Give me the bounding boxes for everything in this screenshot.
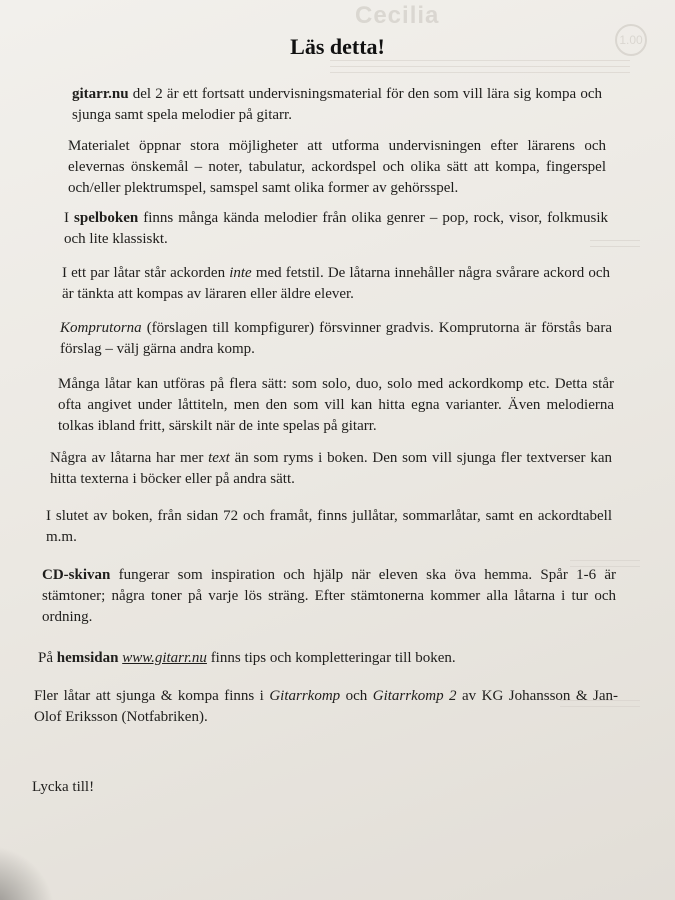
paragraph-text: del 2 är ett fortsatt undervisningsmaterial för den som vill lära sig kompa och sjunga samt spela melodier på gitarr.: [72, 86, 602, 123]
finger-shadow: [0, 840, 60, 900]
paragraph-text: I: [64, 210, 75, 226]
gitarrkomp2-title: Gitarrkomp 2: [372, 688, 457, 704]
paragraph-text: och: [340, 688, 373, 704]
paragraph-text: än som ryms i boken. Den som vill sjunga fler textverser kan hitta texterna i böcker eller på andra sätt.: [50, 450, 612, 487]
paragraph-intro: [72, 84, 602, 126]
cd-skivan-term: CD-skivan: [42, 567, 111, 583]
gitarrkomp-title: Gitarrkomp: [269, 688, 341, 704]
paragraph-text: Några av låtarna har mer: [50, 450, 209, 466]
paragraph-fler-latar: [34, 686, 618, 728]
paragraph-komprutorna: [60, 318, 612, 360]
bleed-staff-line: [330, 66, 630, 67]
website-link[interactable]: www.gitarr.nu: [122, 650, 207, 666]
paragraph-text: (förslagen till kompfigurer) försvinner gradvis. Komprutorna är förstås bara förslag – välj gärna andra komp.: [60, 320, 612, 357]
text-emphasis: text: [208, 450, 230, 466]
brand-name: gitarr.nu: [72, 86, 129, 102]
spelboken-term: spelboken: [74, 210, 139, 226]
bleed-staff-line: [330, 60, 630, 61]
paragraph-ackorden: [62, 263, 610, 305]
paragraph-text: fungerar som inspiration och hjälp när eleven ska öva hemma. Spår 1-6 är stämtoner; några toner på varje lös sträng. Efter stämtonerna kommer alla låtarna i tur och ordning.: [42, 567, 616, 625]
bleed-through-heading: Cecilia: [355, 2, 440, 29]
paragraph-hemsidan: [38, 648, 618, 669]
bleed-through-page-number: 1.00: [615, 24, 647, 56]
paragraph-text-verses: [50, 448, 612, 490]
bleed-staff-line: [570, 560, 640, 561]
paragraph-text: Materialet öppnar stora möjligheter att utforma undervisningen efter lärarens och elevernas önskemål – noter, tabulatur, ackordspel och olika sätt att kompa, fingerspel och/eller plektrumspel, samspel samt olika former av gehörsspel.: [68, 138, 606, 196]
hemsidan-term: hemsidan: [56, 650, 119, 666]
paragraph-spelboken: [64, 208, 608, 250]
inte-emphasis: inte: [229, 265, 252, 281]
closing-greeting: Lycka till!: [32, 779, 95, 795]
paragraph-cd: [42, 565, 616, 628]
paragraph-text: I ett par låtar står ackorden: [62, 265, 230, 281]
paragraph-text: finns många kända melodier från olika genrer – pop, rock, visor, folkmusik och lite klassiskt.: [64, 210, 609, 247]
paragraph-text: med fetstil. De låtarna innehåller några svårare ackord och är tänkta att kompas av läraren eller äldre elever.: [62, 265, 610, 302]
paragraph-material: [68, 136, 606, 199]
paragraph-slutet: [46, 506, 612, 548]
paragraph-text: På: [38, 650, 57, 666]
paragraph-utforas: [58, 374, 614, 437]
paragraph-text: Många låtar kan utföras på flera sätt: som solo, duo, solo med ackordkomp etc. Detta står ofta angivet under låttiteln, men den som vill kan hitta egna varianter. Även melodierna tolkas ibland fritt, särskilt när de inte spelas på gitarr.: [58, 376, 614, 434]
komprutorna-term: Komprutorna: [60, 320, 142, 336]
paragraph-text: av KG Johansson & Jan-Olof Eriksson (Notfabriken).: [34, 688, 618, 725]
paragraph-text: I slutet av boken, från sidan 72 och framåt, finns jullåtar, sommarlåtar, samt en ackordtabell m.m.: [46, 508, 612, 545]
paragraph-text: finns tips och kompletteringar till boken.: [206, 650, 456, 666]
bleed-staff-line: [330, 72, 630, 73]
page-title: Läs detta!: [290, 34, 385, 59]
paragraph-text: Fler låtar att sjunga & kompa finns i: [34, 688, 270, 704]
